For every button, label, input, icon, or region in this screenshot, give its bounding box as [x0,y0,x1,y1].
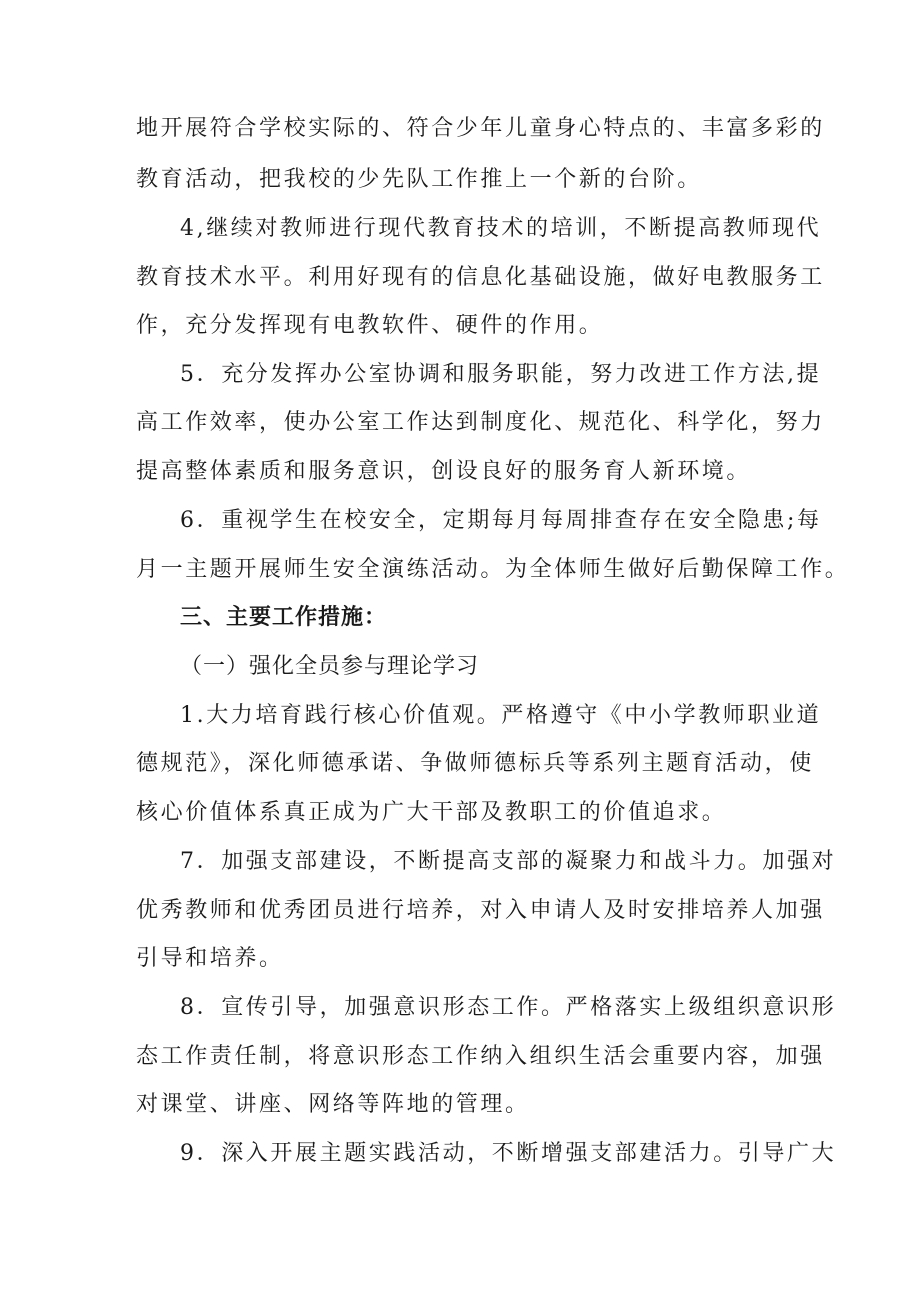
paragraph-line: 引导和培养。 [136,946,284,971]
paragraph-line: 8．宣传引导，加强意识形态工作。严格落实上级组织意识形 [180,995,837,1020]
paragraph-line: 6．重视学生在校安全，定期每月每周排查存在安全隐患;每 [180,508,822,533]
subsection-heading: （一）强化全员参与理论学习 [180,654,480,679]
paragraph-line: 作，充分发挥现有电教软件、硬件的作用。 [136,313,604,338]
paragraph-line: 态工作责任制，将意识形态工作纳入组织生活会重要内容，加强 [136,1044,825,1069]
paragraph-line: 德规范》，深化师德承诺、争做师德标兵等系列主题育活动，使 [136,751,814,776]
paragraph-line: 教育技术水平。利用好现有的信息化基础设施，做好电教服务工 [136,265,825,290]
paragraph-line: 核心价值体系真正成为广大干部及教职工的价值追求。 [136,800,727,825]
paragraph-line: 月一主题开展师生安全演练活动。为全体师生做好后勤保障工作。 [136,557,850,582]
paragraph-line: 高工作效率，使办公室工作达到制度化、规范化、科学化，努力 [136,410,825,435]
paragraph-line: 5．充分发挥办公室协调和服务职能，努力改进工作方法,提 [180,362,822,387]
paragraph-line: 教育活动，把我校的少先队工作推上一个新的台阶。 [136,167,702,192]
paragraph-line: 对课堂、讲座、网络等阵地的管理。 [136,1092,530,1117]
paragraph-line: 9．深入开展主题实践活动，不断增强支部建活力。引导广大 [180,1141,837,1166]
paragraph-line: 4,继续对教师进行现代教育技术的培训，不断提高教师现代 [180,216,822,241]
paragraph-line: 1.大力培育践行核心价值观。严格遵守《中小学教师职业道 [180,703,822,728]
paragraph-line: 地开展符合学校实际的、符合少年儿童身心特点的、丰富多彩的 [136,116,825,141]
paragraph-line: 优秀教师和优秀团员进行培养，对入申请人及时安排培养人加强 [136,898,825,923]
paragraph-line: 7．加强支部建设，不断提高支部的凝聚力和战斗力。加强对 [180,849,837,874]
section-heading: 三、主要工作措施： [180,605,388,630]
paragraph-line: 提高整体素质和服务意识，创设良好的服务育人新环境。 [136,459,752,484]
